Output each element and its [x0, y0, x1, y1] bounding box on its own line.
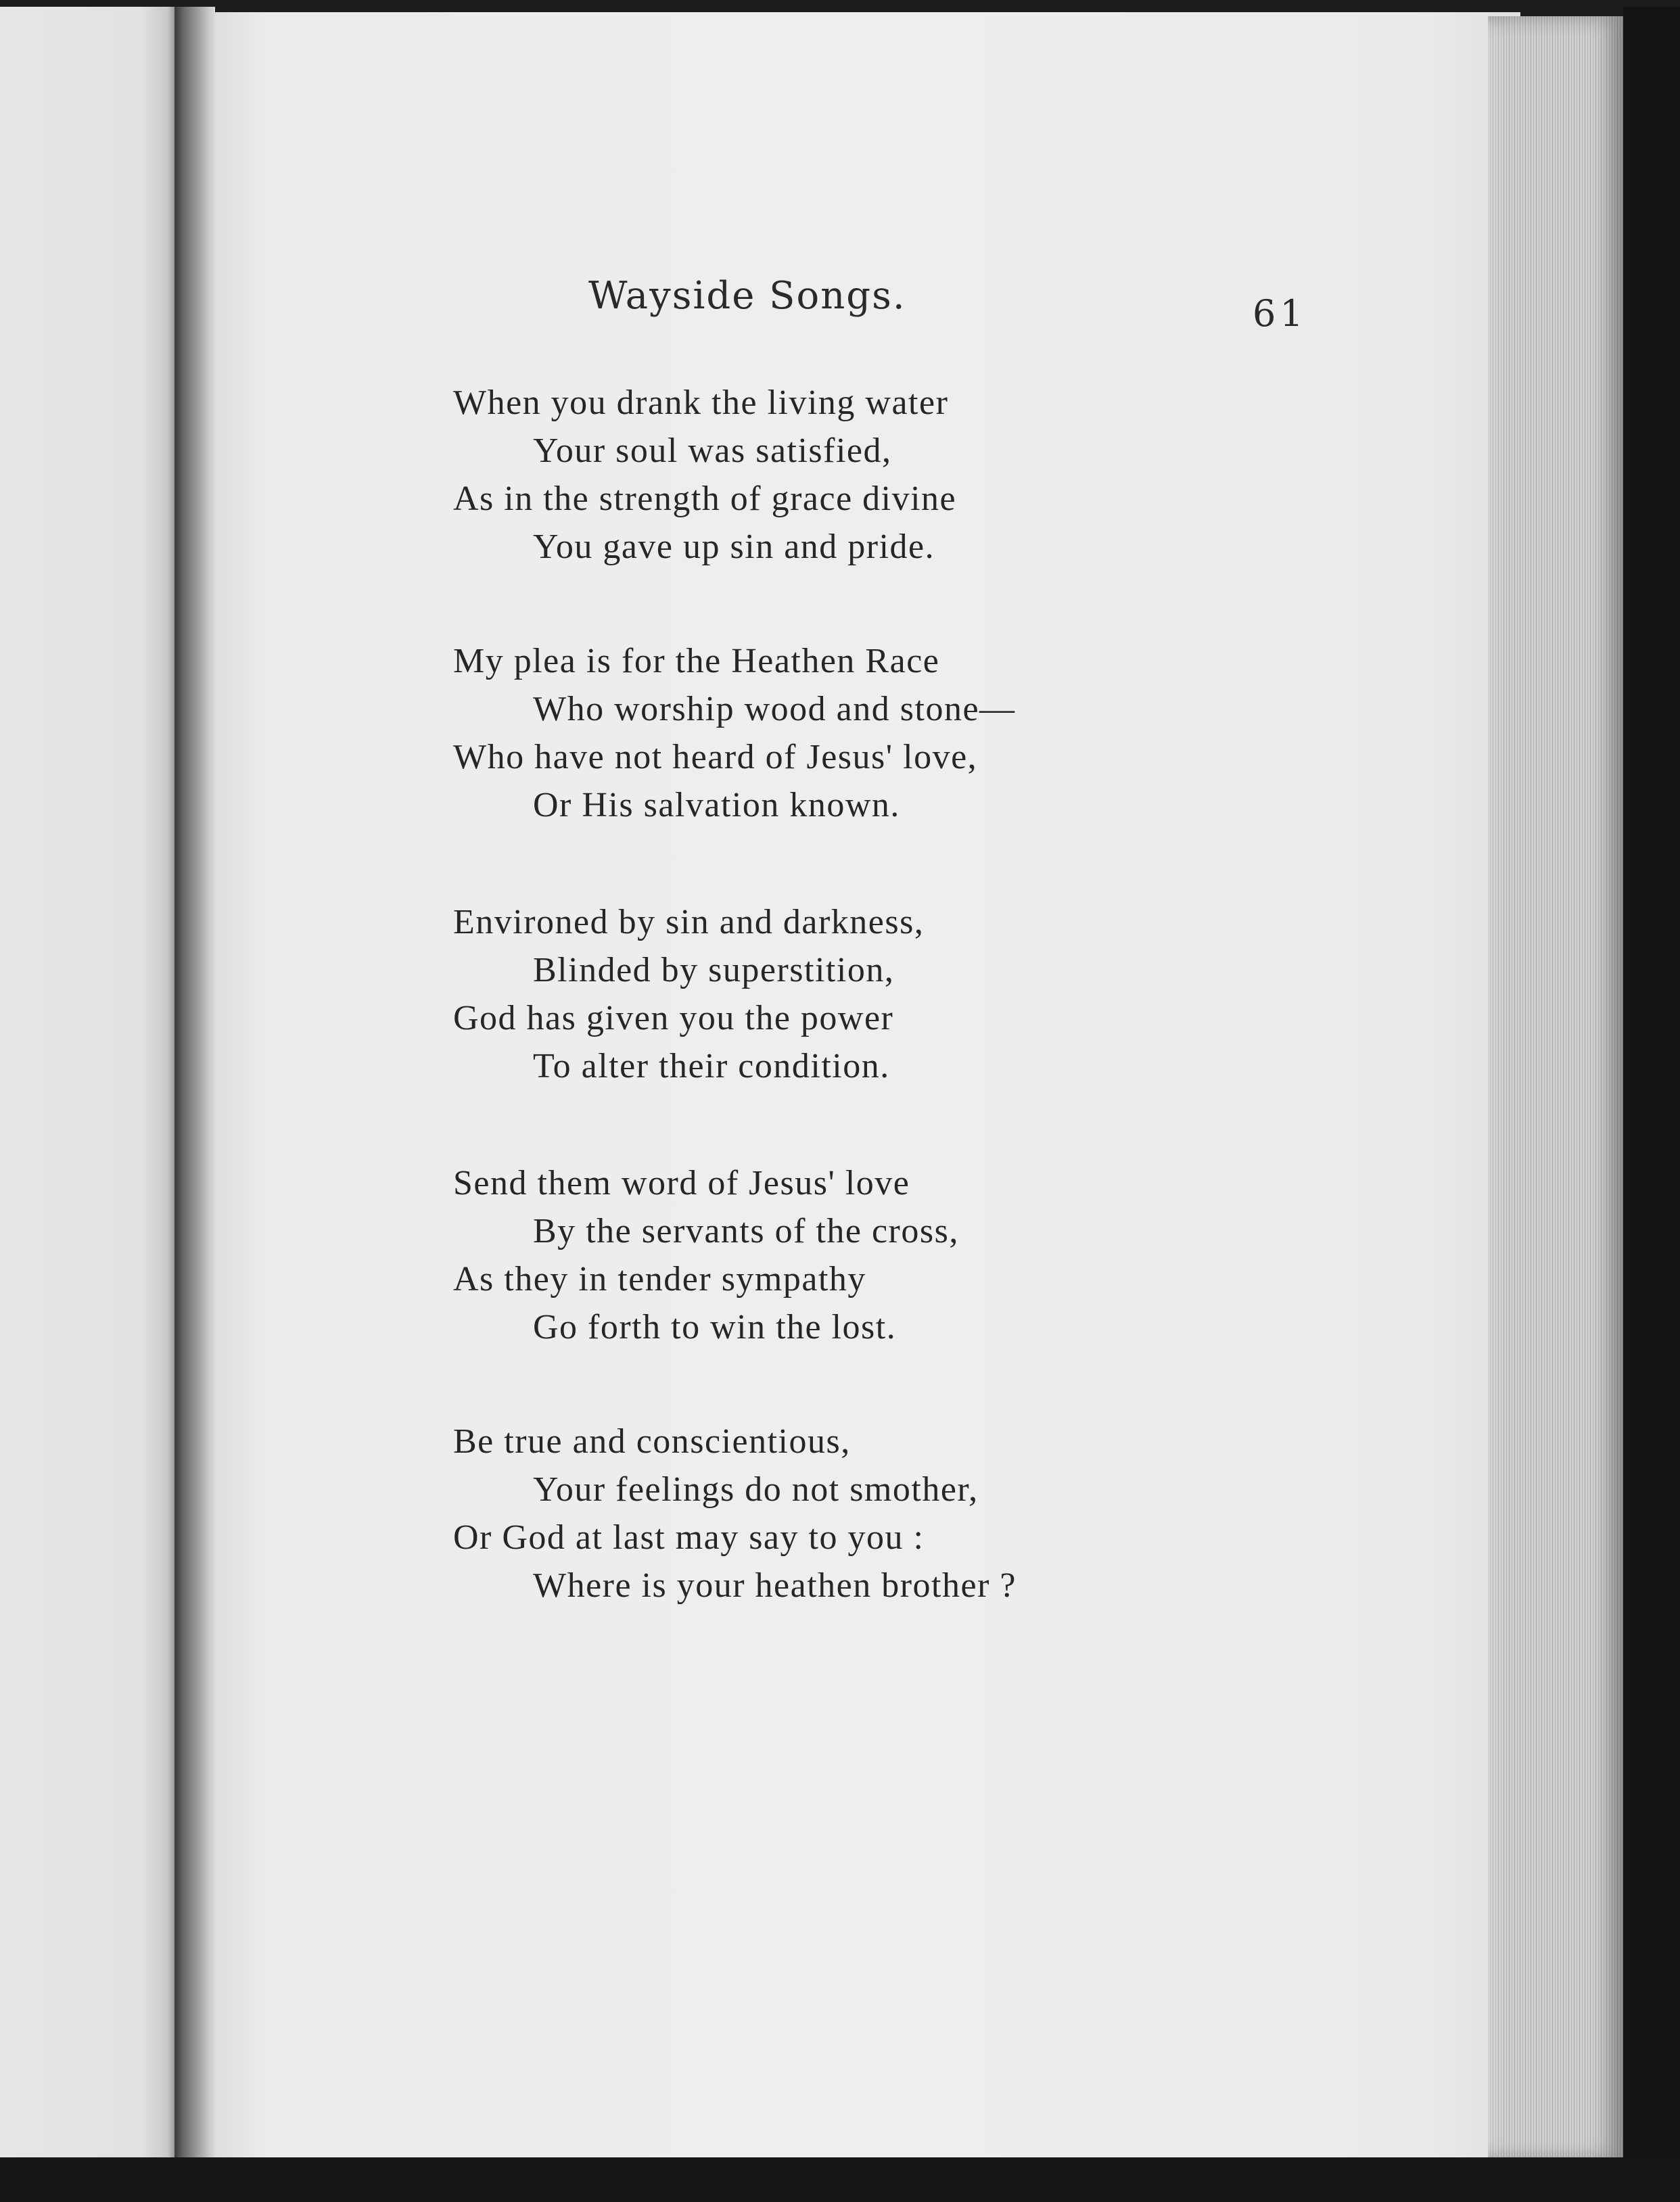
poem-line: As they in tender sympathy — [453, 1260, 866, 1298]
stanza — [453, 1159, 1265, 1351]
poem-line: Environed by sin and darkness, — [453, 903, 925, 941]
poem-line: Who worship wood and stone— — [533, 690, 1016, 728]
poem-line: Your soul was satisfied, — [533, 431, 892, 470]
poem-line: Where is your heathen brother ? — [533, 1566, 1017, 1605]
poem-line: Or His salvation known. — [533, 786, 900, 824]
poem-line: Blinded by superstition, — [533, 951, 895, 989]
page-number: 61 — [1253, 292, 1307, 335]
poem-line: When you drank the living water — [453, 383, 949, 422]
stanza — [453, 379, 1265, 571]
poem-line: You gave up sin and pride. — [533, 528, 935, 566]
poem-line: Who have not heard of Jesus' love, — [453, 738, 978, 776]
poem-line: Or God at last may say to you : — [453, 1518, 925, 1557]
page-block-edge — [1488, 16, 1623, 2160]
poem-line: As in the strength of grace divine — [453, 479, 957, 518]
poem-line: My plea is for the Heathen Race — [453, 642, 940, 680]
stanza — [453, 637, 1265, 829]
running-head-title: Wayside Songs. — [588, 274, 906, 318]
poem-line: Go forth to win the lost. — [533, 1308, 897, 1346]
stanza — [453, 1418, 1265, 1610]
book-gutter — [174, 7, 215, 2157]
facing-page-left — [0, 7, 174, 2157]
poem-line: Send them word of Jesus' love — [453, 1164, 910, 1202]
poem-line: By the servants of the cross, — [533, 1212, 959, 1250]
poem-line: Your feelings do not smother, — [533, 1470, 979, 1509]
background-right — [1623, 7, 1680, 2202]
poem-line: Be true and conscientious, — [453, 1422, 851, 1461]
poem-line: God has given you the power — [453, 999, 894, 1037]
background-bottom — [0, 2157, 1680, 2202]
poem-line: To alter their condition. — [533, 1047, 890, 1085]
stanza — [453, 898, 1265, 1090]
